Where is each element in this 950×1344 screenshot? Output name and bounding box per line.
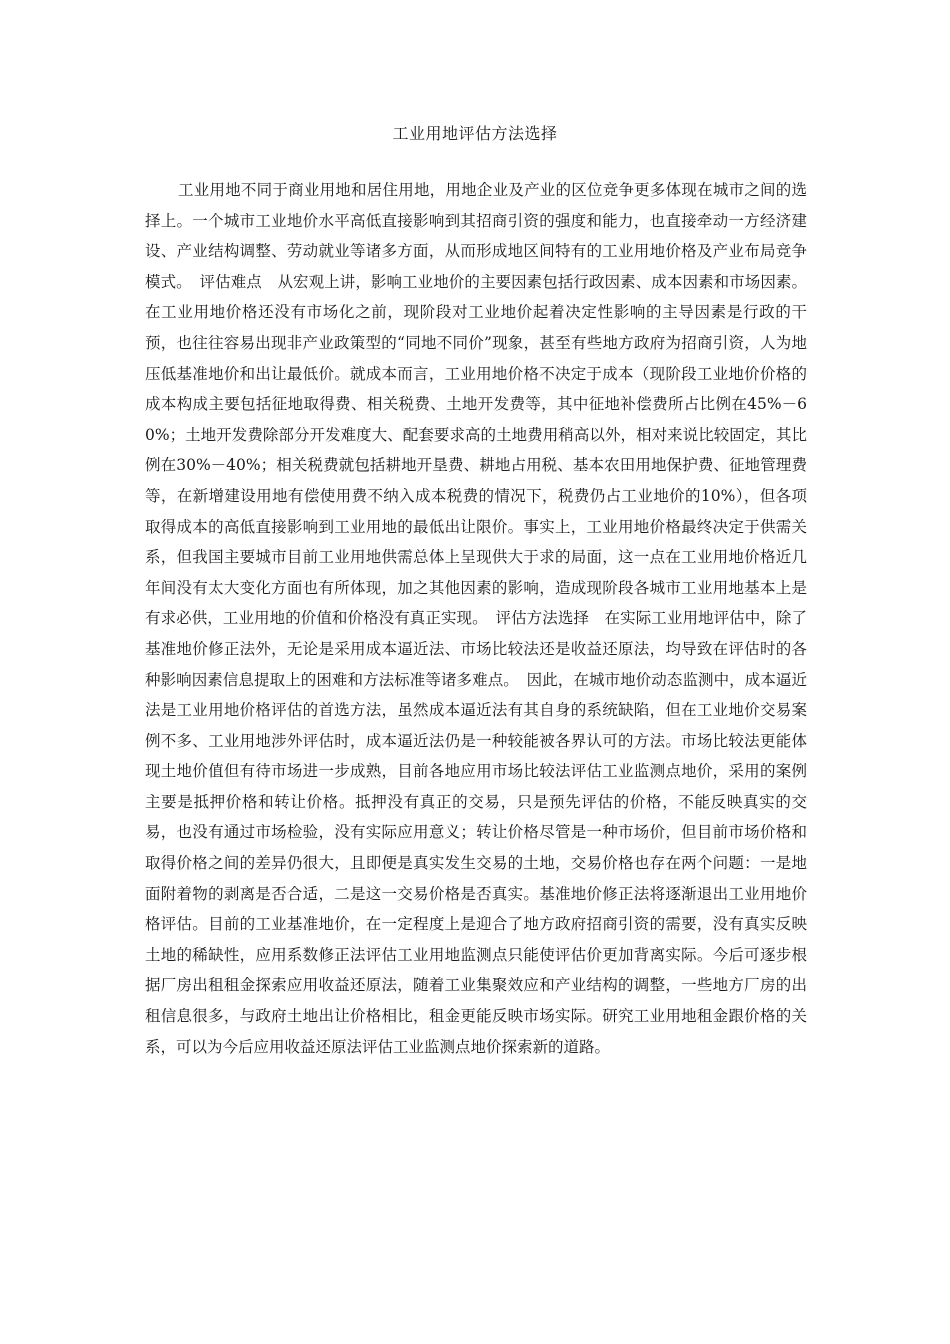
document-body-paragraph: 工业用地不同于商业用地和居住用地，用地企业及产业的区位竞争更多体现在城市之间的选择上。一个城市工业地价水平高低直接影响到其招商引资的强度和能力，也直接牵动一方经济建设、产业结构调整、劳动就业等诸多方面，从而形成地区间特有的工业用地价格及产业布局竞争模式。 评估难点 从宏观上讲，影响工业地价的主要因素包括行政因素、成本因素和市场因素。在工业用地价格还没有市场化之前，现阶段对工业地价起着决定性影响的主导因素是行政的干预，也往往容易出现非产业政策型的“同地不同价”现象，甚至有些地方政府为招商引资，人为地压低基准地价和出让最低价。就成本而言，工业用地价格不决定于成本（现阶段工业地价价格的成本构成主要包括征地取得费、相关税费、土地开发费等，其中征地补偿费所占比例在45%－60%；土地开发费除部分开发难度大、配套要求高的土地费用稍高以外，相对来说比较固定，其比例在30%－40%；相关税费就包括耕地开垦费、耕地占用税、基本农田用地保护费、征地管理费等，在新增建设用地有偿使用费不纳入成本税费的情况下，税费仍占工业地价的10%），但各项取得成本的高低直接影响到工业用地的最低出让限价。事实上，工业用地价格最终决定于供需关系，但我国主要城市目前工业用地供需总体上呈现供大于求的局面，这一点在工业用地价格近几年间没有太大变化方面也有所体现，加之其他因素的影响，造成现阶段各城市工业用地基本上是有求必供，工业用地的价值和价格没有真正实现。 评估方法选择 在实际工业用地评估中，除了基准地价修正法外，无论是采用成本逼近法、市场比较法还是收益还原法，均导致在评估时的各种影响因素信息提取上的困难和方法标准等诸多难点。 因此，在城市地价动态监测中，成本逼近法是工业用地价格评估的首选方法，虽然成本逼近法有其自身的系统缺陷，但在工业地价交易案例不多、工业用地涉外评估时，成本逼近法仍是一种较能被各界认可的方法。市场比较法更能体现土地价值但有待市场进一步成熟，目前各地应用市场比较法评估工业监测点地价，采用的案例主要是抵押价格和转让价格。抵押没有真正的交易，只是预先评估的价格，不能反映真实的交易，也没有通过市场检验，没有实际应用意义；转让价格尽管是一种市场价，但目前市场价格和取得价格之间的差异仍很大，且即便是真实发生交易的土地，交易价格也存在两个问题：一是地面附着物的剥离是否合适，二是这一交易价格是否真实。基准地价修正法将逐渐退出工业用地价格评估。目前的工业基准地价，在一定程度上是迎合了地方政府招商引资的需要，没有真实反映土地的稀缺性，应用系数修正法评估工业用地监测点只能使评估价更加背离实际。今后可逐步根据厂房出租租金探索应用收益还原法，随着工业集聚效应和产业结构的调整，一些地方厂房的出租信息很多，与政府土地出让价格相比，租金更能反映市场实际。研究工业用地租金跟价格的关系，可以为今后应用收益还原法评估工业监测点地价探索新的道路。: [145, 181, 807, 1056]
document-title: 工业用地评估方法选择: [392, 124, 558, 143]
